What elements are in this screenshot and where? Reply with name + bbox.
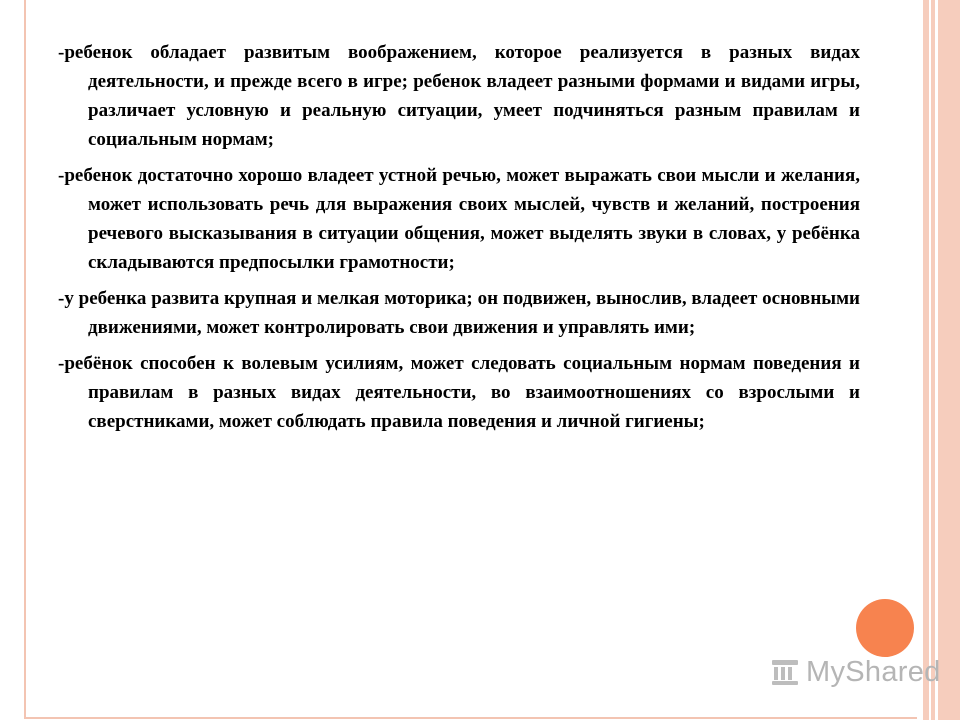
paragraph-willpower: -ребёнок способен к волевым усилиям, может следовать социальным нормам поведения и правилам в разных видах деятельности, во взаимоотношениях со взрослыми и сверстниками, может соблюдать правила поведения и личной гигиены;: [58, 353, 860, 432]
paragraph-speech: -ребенок достаточно хорошо владеет устной речью, может выражать свои мысли и желания, может использовать речь для выражения своих мыслей, чувств и желаний, построения речевого высказывания в ситуации общения, может выделять звуки в словах, у ребёнка складываются предпосылки грамотности;: [58, 165, 860, 273]
watermark: [770, 656, 941, 688]
paragraph-imagination: -ребенок обладает развитым воображением, которое реализуется в разных видах деятельности, и прежде всего в игре; ребенок владеет разными формами и видами игры, различает условную и реальную ситуации, умеет подчиняться разным правилам и социальным нормам;: [58, 42, 860, 150]
paragraph-motor-skills: -у ребенка развита крупная и мелкая моторика; он подвижен, вынослив, владеет основными движениями, может контролировать свои движения и управлять ими;: [58, 288, 860, 338]
watermark-text: MyShared: [806, 656, 941, 688]
decorative-stripe: [938, 0, 960, 720]
myshared-logo-icon: [770, 657, 800, 687]
accent-circle: [856, 599, 914, 657]
slide-body: [58, 38, 860, 443]
